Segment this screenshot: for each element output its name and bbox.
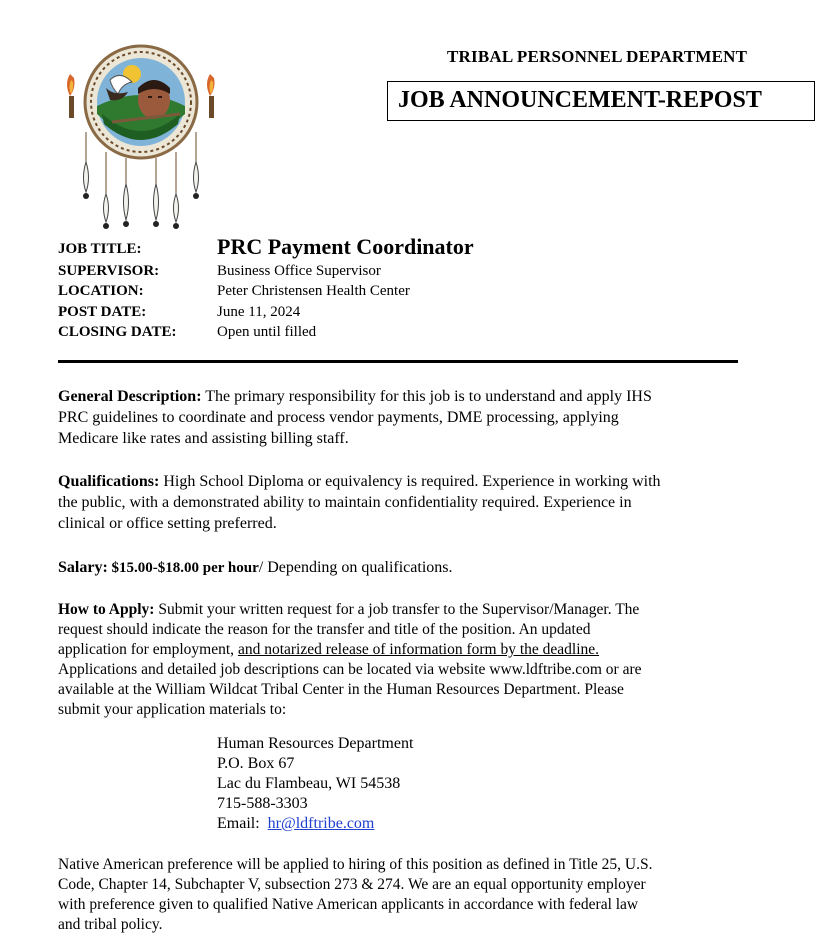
- email-link[interactable]: hr@ldftribe.com: [267, 815, 375, 832]
- salary-label: Salary:: [58, 559, 108, 576]
- qualifications-label: Qualifications:: [58, 473, 160, 490]
- job-title-label: JOB TITLE:: [58, 241, 142, 257]
- announcement-title: JOB ANNOUNCEMENT-REPOST: [398, 87, 762, 113]
- right-torch-icon: [207, 74, 215, 118]
- post-date-label: POST DATE:: [58, 304, 147, 320]
- post-date-value: June 11, 2024: [217, 304, 301, 320]
- general-description-label: General Description:: [58, 388, 202, 405]
- how-to-apply-label: How to Apply:: [58, 601, 155, 618]
- phone-number: 715-588-3303: [217, 795, 308, 812]
- closing-date-label: CLOSING DATE:: [58, 324, 177, 340]
- tribal-seal-logo: [62, 44, 222, 230]
- left-torch-icon: [67, 74, 75, 118]
- department-heading: TRIBAL PERSONNEL DEPARTMENT: [447, 47, 748, 66]
- preference-statement: Native American preference will be applied to hiring of this position as defined in Title 25, U.S. Code, Chapter 14, Subchapter V, subsection 273 & 274. We are an equal opportunity employer with preference given to qualified Native American applicants in accordance with federal law and tribal policy.: [58, 856, 653, 933]
- mailing-address: Human Resources Department P.O. Box 67 Lac du Flambeau, WI 54538 715-588-3303 Email: hr@ldftribe.com: [217, 735, 414, 832]
- how-to-apply: How to Apply: Submit your written request for a job transfer to the Supervisor/Manager. The request should indicate the reason for the transfer and title of the position. An updated application for employment, and notarized release of information form by the deadline. Applications and detailed job descriptions can be located via website www.ldftribe.com or are available at the William Wildcat Tribal Center in the Human Resources Department. Please submit your application materials to:: [58, 601, 642, 718]
- supervisor-label: SUPERVISOR:: [58, 263, 160, 279]
- qualifications: Qualifications: High School Diploma or equivalency is required. Experience in working with the public, with a demonstrated ability to maintain confidentiality required. Experience in clinical or office setting preferred.: [58, 473, 661, 532]
- location-value: Peter Christensen Health Center: [217, 283, 410, 299]
- salary-amount: $15.00-$18.00 per hour: [107, 560, 259, 576]
- supervisor-value: Business Office Supervisor: [217, 263, 381, 279]
- salary: Salary: $15.00-$18.00 per hour/ Depending on qualifications.: [58, 559, 453, 576]
- divider-rule: [58, 360, 738, 363]
- job-title-value: PRC Payment Coordinator: [217, 234, 474, 259]
- general-description: General Description: The primary responsibility for this job is to understand and apply IHS PRC guidelines to coordinate and process vendor payments, DME processing, applying Medicare like rates and assisting billing staff.: [58, 388, 652, 447]
- closing-date-value: Open until filled: [217, 324, 317, 340]
- location-label: LOCATION:: [58, 283, 144, 299]
